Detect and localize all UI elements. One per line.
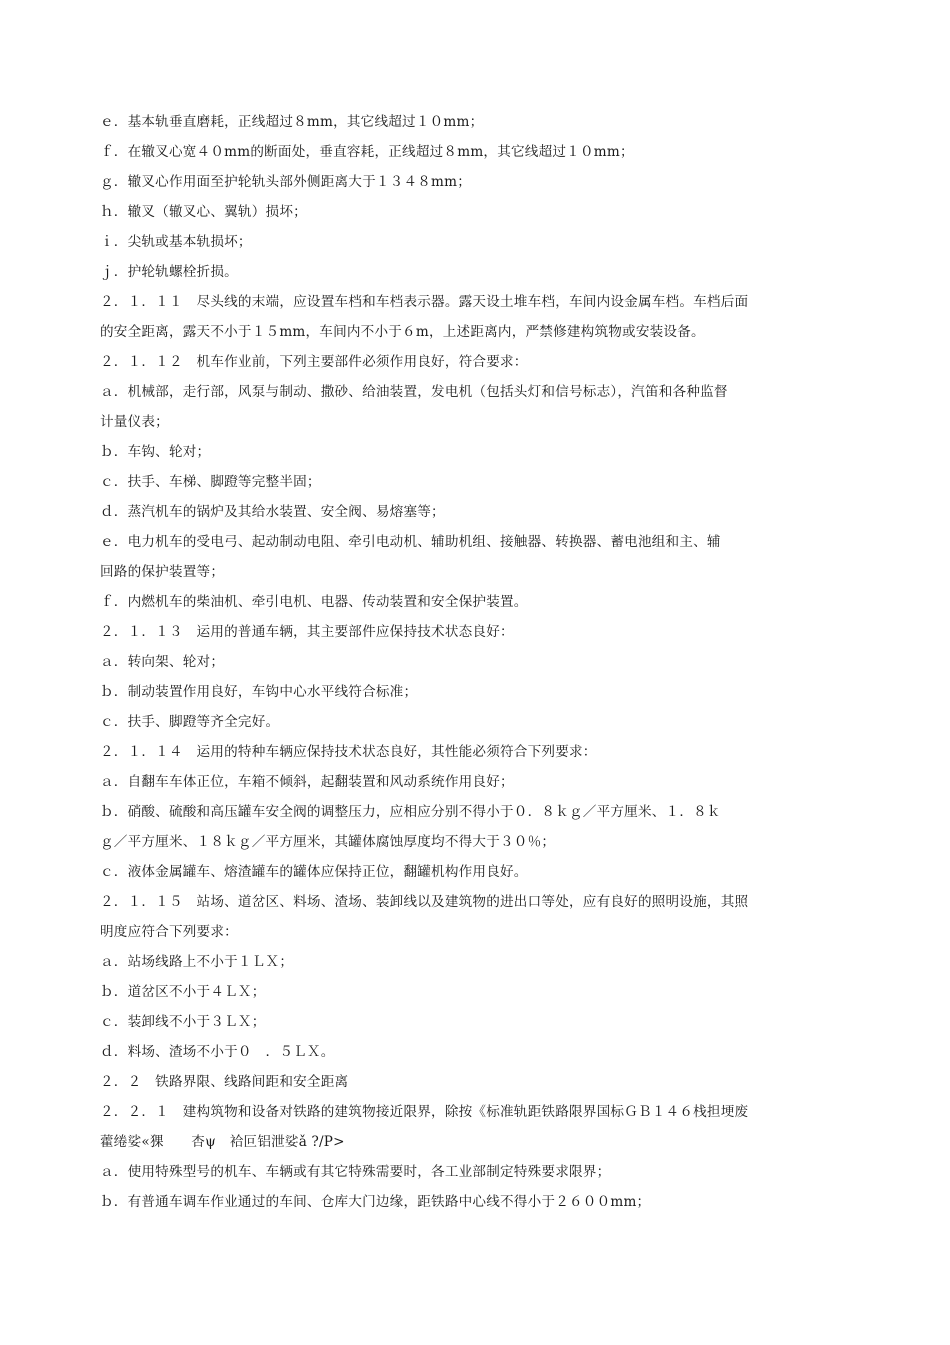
text-line: ｃ．扶手、脚蹬等齐全完好。	[100, 714, 280, 730]
text-line: ｂ．道岔区不小于４ＬＸ；	[100, 984, 266, 1000]
text-line: ｄ．料场、渣场不小于０ ．５ＬＸ。	[100, 1044, 335, 1060]
text-line: ２．１．１２ 机车作业前，下列主要部件必须作用良好，符合要求：	[100, 354, 528, 370]
text-line: ｂ．硝酸、硫酸和高压罐车安全阀的调整压力，应相应分别不得小于０．８ｋｇ／平方厘米、１．８ｋ	[100, 804, 721, 820]
text-line: ｃ．液体金属罐车、熔渣罐车的罐体应保持正位，翻罐机构作用良好。	[100, 864, 528, 880]
text-line: ２．１．１３ 运用的普通车辆，其主要部件应保持技术状态良好：	[100, 624, 514, 640]
document-page	[100, 107, 850, 1217]
text-line: ａ．机械部，走行部，风泵与制动、撒砂、给油装置，发电机（包括头灯和信号标志），汽笛和各种监督	[100, 384, 728, 400]
text-line: 回路的保护装置等；	[100, 564, 225, 580]
text-line: ｂ．制动装置作用良好，车钩中心水平线符合标准；	[100, 684, 418, 700]
text-line: ｇ．辙叉心作用面至护轮轨头部外侧距离大于１３４８mm；	[100, 174, 472, 190]
text-line: ｅ．电力机车的受电弓、起动制动电阻、牵引电动机、辅助机组、接触器、转换器、蓄电池组和主、辅	[100, 534, 721, 550]
text-line: ｂ．车钩、轮对；	[100, 444, 211, 460]
text-line: ｅ．基本轨垂直磨耗，正线超过８mm，其它线超过１０mm；	[100, 114, 484, 130]
text-line: ｇ／平方厘米、１８ｋｇ／平方厘米，其罐体腐蚀厚度均不得大于３０％；	[100, 834, 556, 850]
text-line: ｃ．装卸线不小于３ＬＸ；	[100, 1014, 266, 1030]
text-line: ｈ．辙叉（辙叉心、翼轨）损坏；	[100, 204, 307, 220]
text-line: ａ．转向架、轮对；	[100, 654, 225, 670]
text-line: 藿绻娑«猓 杏ψ 袷叵铝泄娑ǎ ?/P>	[100, 1134, 345, 1150]
text-line: ａ．自翻车车体正位，车箱不倾斜，起翻装置和风动系统作用良好；	[100, 774, 514, 790]
text-line: 计量仪表；	[100, 414, 169, 430]
text-line: ａ．使用特殊型号的机车、车辆或有其它特殊需要时，各工业部制定特殊要求限界；	[100, 1164, 611, 1180]
text-line: ａ．站场线路上不小于１ＬＸ；	[100, 954, 294, 970]
text-line: ｆ．在辙叉心宽４０mm的断面处，垂直容耗，正线超过８mm，其它线超过１０mm；	[100, 144, 634, 160]
text-line: ２．１．１４ 运用的特种车辆应保持技术状态良好，其性能必须符合下列要求：	[100, 744, 597, 760]
text-line: ２．１．１１ 尽头线的末端，应设置车档和车档表示器。露天设土堆车档，车间内设金属车档。车档后面	[100, 294, 749, 310]
section-heading: ２．２ 铁路界限、线路间距和安全距离	[100, 1074, 349, 1090]
text-line: 的安全距离，露天不小于１５mm，车间内不小于６m，上述距离内，严禁修建构筑物或安装设备。	[100, 324, 705, 340]
text-line: ｃ．扶手、车梯、脚蹬等完整半固；	[100, 474, 321, 490]
text-line: ｆ．内燃机车的柴油机、牵引电机、电器、传动装置和安全保护装置。	[100, 594, 528, 610]
text-line: ｄ．蒸汽机车的锅炉及其给水装置、安全阀、易熔塞等；	[100, 504, 445, 520]
text-line: ２．１．１５ 站场、道岔区、料场、渣场、装卸线以及建筑物的进出口等处，应有良好的照明设施，其照	[100, 894, 749, 910]
text-line: ｉ．尖轨或基本轨损坏；	[100, 234, 252, 250]
text-line: ｂ．有普通车调车作业通过的车间、仓库大门边缘，距铁路中心线不得小于２６００mm；	[100, 1194, 651, 1210]
text-line: ２．２．１ 建构筑物和设备对铁路的建筑物接近限界，除按《标准轨距铁路限界国标ＧＢ１４６栈担埂废	[100, 1104, 749, 1120]
text-line: 明度应符合下列要求：	[100, 924, 238, 940]
text-line: ｊ．护轮轨螺栓折损。	[100, 264, 238, 280]
